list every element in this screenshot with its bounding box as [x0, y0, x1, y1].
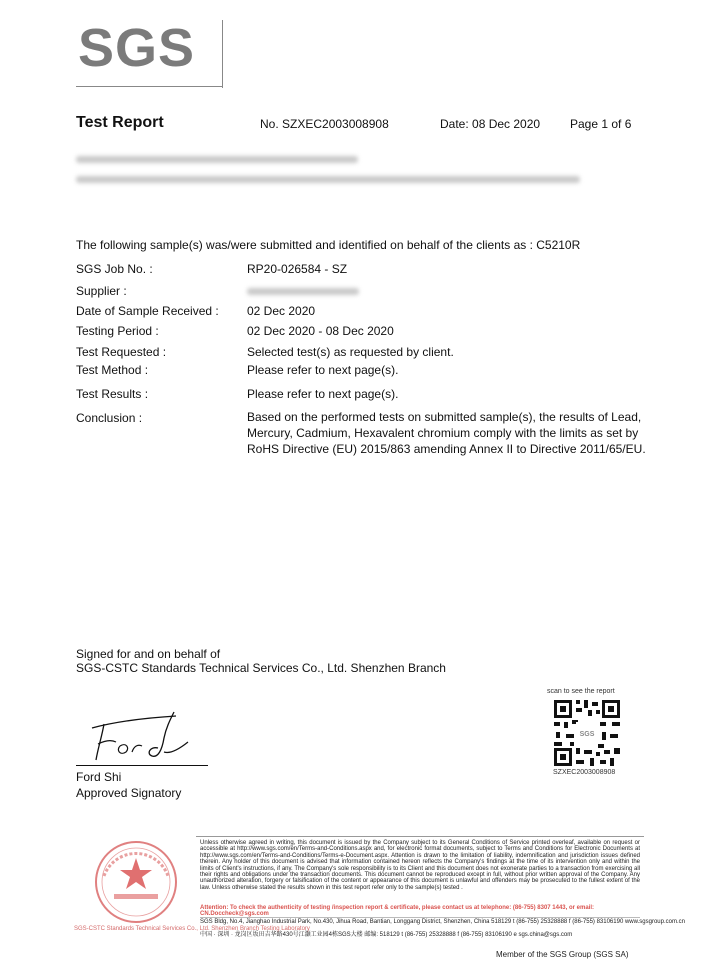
conclusion-label: Conclusion : — [76, 411, 143, 425]
seal-caption: SGS-CSTC Standards Technical Services Co., Ltd. Shenzhen Branch Testing Laboratory — [74, 926, 310, 932]
redacted-client-name — [76, 156, 358, 163]
page-number: Page 1 of 6 — [570, 117, 632, 131]
intro-text: The following sample(s) was/were submitted and identified on behalf of the clients as : C5210R — [76, 238, 581, 252]
redacted-client-address — [76, 176, 580, 183]
qr-code-icon[interactable] — [552, 698, 622, 768]
qr-report-id: SZXEC2003008908 — [553, 769, 616, 776]
qr-caption: scan to see the report — [547, 688, 615, 695]
supplier-label: Supplier : — [76, 284, 127, 298]
member-of-sgs: Member of the SGS Group (SGS SA) — [496, 950, 629, 959]
address-english: SGS Bldg, No.4, Jianghao Industrial Park, No.430, Jihua Road, Bantian, Longgang District, Shenzhen, China 518129 t (86-755) 25328888 f (86-755) 83106190 www.sgsgroup.com.cn — [200, 919, 685, 925]
period-label: Testing Period : — [76, 324, 159, 338]
signer-title: Approved Signatory — [76, 786, 182, 800]
requested-value: Selected test(s) as requested by client. — [247, 345, 454, 359]
sgs-logo — [76, 14, 222, 80]
terms-text: Unless otherwise agreed in writing, this document is issued by the Company subject to its General Conditions of Service printed overleaf, available on request or accessible at http://www.sgs.com/en/Terms-and-Conditions.aspx and, for electronic format documents, subject to Terms and Conditions for Electronic Documents at http://www.sgs.com/en/Terms-and-Conditions/Terms-e-Document.aspx. Attention is drawn to the limitation of liability, indemnification and jurisdiction issues defined therein. Any holder of this document is advised that information contained hereon reflects the Company's findings at the time of its intervention only and within the limits of Client's instructions, if any. The Company's sole responsibility is to its Client and this document does not exonerate parties to a transaction from exercising all their rights and obligations under the transaction documents. This document cannot be reproduced except in full, without prior written approval of the Company. Any unauthorized alteration, forgery or falsification of the content or appearance of this document is unlawful and offenders may be prosecuted to the fullest extent of the law. Unless otherwise stated the results shown in this test report refer only to the sample(s) tested . — [200, 840, 640, 891]
results-label: Test Results : — [76, 387, 149, 401]
signed-on-behalf: Signed for and on behalf of — [76, 647, 221, 661]
method-label: Test Method : — [76, 363, 149, 377]
footer-rule — [196, 836, 644, 837]
report-date: Date: 08 Dec 2020 — [440, 117, 541, 131]
address-rule — [200, 917, 640, 918]
job-no-label: SGS Job No. : — [76, 262, 153, 276]
signer-name: Ford Shi — [76, 770, 122, 784]
signature-image — [84, 708, 204, 764]
signature-line — [76, 765, 208, 766]
svg-text:SGS: SGS — [579, 731, 595, 738]
report-title: Test Report — [76, 114, 164, 131]
logo-text: SGS — [78, 18, 196, 78]
redacted-supplier — [247, 288, 359, 295]
conclusion-value: Based on the performed tests on submitted sample(s), the results of Lead, Mercury, Cadmium, Hexavalent chromium comply with the limits as set by RoHS Directive (EU) 2015/863 amending Annex II to Directive 2011/65/EU. — [247, 410, 646, 456]
address-chinese: 中国 · 深圳 · 龙岗区坂田吉华路430号江灏工业园4栋SGS大楼 邮编: 518129 t (86-755) 25328888 f (86-755) 83106190 e sgs.china@sgs.com — [200, 932, 573, 938]
method-value: Please refer to next page(s). — [247, 363, 399, 377]
job-no-value: RP20-026584 - SZ — [247, 262, 348, 276]
logo-sideline — [222, 20, 223, 88]
attention-text: Attention: To check the authenticity of testing /inspection report & certificate, please contact us at telephone: (86-755) 8307 1443, or email: CN.Doccheck@sgs.com — [200, 905, 594, 918]
received-value: 02 Dec 2020 — [247, 304, 316, 318]
signing-company: SGS-CSTC Standards Technical Services Co., Ltd. Shenzhen Branch — [76, 661, 446, 675]
logo-underline — [76, 86, 222, 87]
period-value: 02 Dec 2020 - 08 Dec 2020 — [247, 324, 394, 338]
requested-label: Test Requested : — [76, 345, 167, 359]
results-value: Please refer to next page(s). — [247, 387, 399, 401]
report-number: No. SZXEC2003008908 — [260, 117, 389, 131]
received-label: Date of Sample Received : — [76, 304, 219, 318]
